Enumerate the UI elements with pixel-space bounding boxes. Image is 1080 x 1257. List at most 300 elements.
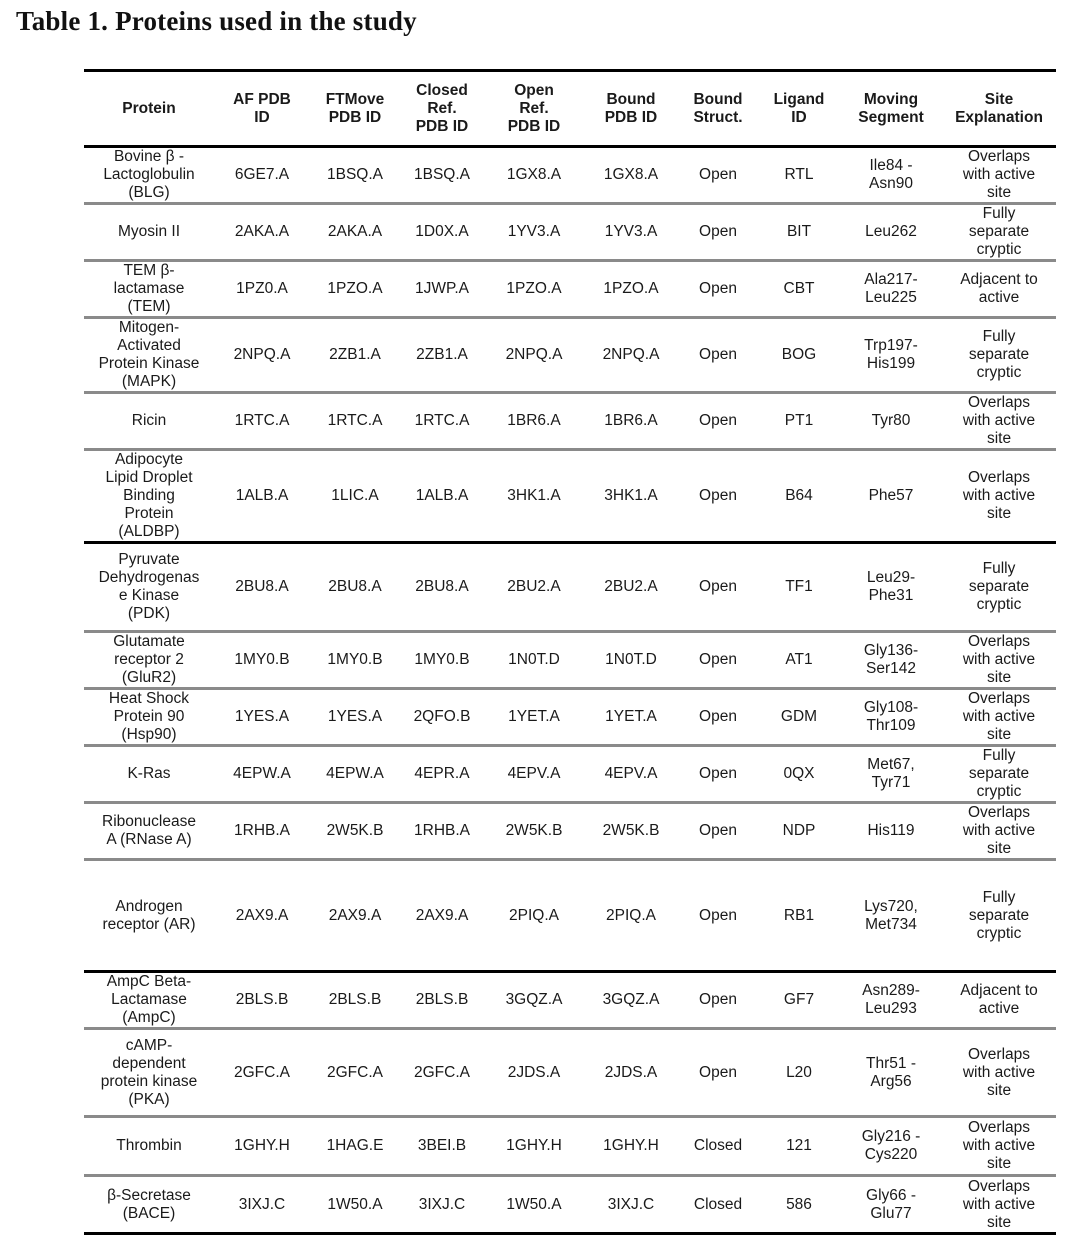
moving-segment-cell <box>840 393 942 450</box>
moving-segment-cell-line: Tyr71 <box>871 774 911 791</box>
af-pdb-id-cell: 2BLS.B <box>235 991 289 1008</box>
af-pdb-id-cell: 1ALB.A <box>235 487 289 504</box>
bound-pdb-id-cell: 2PIQ.A <box>606 906 656 924</box>
moving-segment-cell-line: Trp197- <box>864 337 918 354</box>
bound-pdb-id-cell: 2JDS.A <box>604 1063 658 1081</box>
site-explanation-cell-line: Fully <box>982 560 1016 577</box>
table-title: Table 1. Proteins used in the study <box>16 6 417 36</box>
column-header-line: Site <box>984 90 1014 108</box>
ligand-id-cell: PT1 <box>784 412 814 429</box>
site-explanation-cell <box>942 1176 1056 1234</box>
column-header-ftmove-pdb-id <box>310 71 400 147</box>
protein-cell <box>84 972 214 1029</box>
bound-struct-cell: Closed <box>693 1137 743 1154</box>
column-header-line: Ref. <box>427 99 457 117</box>
moving-segment-cell <box>840 632 942 689</box>
column-header-line: Ligand <box>773 90 825 108</box>
af-pdb-id-cell: 2GFC.A <box>234 1063 290 1081</box>
bound-struct-cell: Open <box>699 280 737 297</box>
site-explanation-cell <box>942 147 1056 204</box>
table-row <box>84 803 1056 860</box>
ftmove-pdb-id-cell: 4EPW.A <box>326 765 384 782</box>
table-row <box>84 543 1056 632</box>
bound-pdb-id-cell: 2W5K.B <box>602 822 660 839</box>
protein-cell-line: Activated <box>117 337 181 354</box>
protein-cell <box>84 1029 214 1117</box>
protein-cell <box>84 746 214 803</box>
closed-ref-pdb-id-cell: 2AX9.A <box>415 906 469 924</box>
table-row <box>84 147 1056 204</box>
column-header-bound-struct <box>678 71 758 147</box>
site-explanation-cell-line: site <box>986 1213 1012 1231</box>
closed-ref-pdb-id-cell: 2ZB1.A <box>416 346 468 363</box>
moving-segment-cell <box>840 1117 942 1176</box>
bound-pdb-id-cell: 3GQZ.A <box>602 991 660 1008</box>
table-row <box>84 1029 1056 1117</box>
protein-cell-line: Adipocyte <box>114 451 184 468</box>
closed-ref-pdb-id-cell: 1ALB.A <box>415 487 469 504</box>
closed-ref-pdb-id-cell: 4EPR.A <box>414 765 470 782</box>
moving-segment-cell-line: Ser142 <box>866 660 916 677</box>
site-explanation-cell-line: Overlaps <box>967 1177 1031 1195</box>
af-pdb-id-cell: 6GE7.A <box>234 166 290 183</box>
column-header-bound-pdb-id <box>584 71 678 147</box>
protein-cell <box>84 632 214 689</box>
protein-cell-line: Binding <box>123 487 175 504</box>
ftmove-pdb-id-cell: 1BSQ.A <box>327 166 383 183</box>
protein-cell-line: (GluR2) <box>121 669 177 686</box>
af-pdb-id-cell: 4EPW.A <box>233 765 291 782</box>
ftmove-pdb-id-cell: 1W50.A <box>327 1195 383 1213</box>
moving-segment-cell-line: Lys720, <box>864 897 918 915</box>
moving-segment-cell-line: Gly66 - <box>866 1186 916 1204</box>
closed-ref-pdb-id-cell: 2BU8.A <box>415 578 469 595</box>
ligand-id-cell: 586 <box>786 1195 812 1213</box>
column-header-protein <box>84 71 214 147</box>
protein-cell-line: TEM β- <box>123 262 175 279</box>
open-ref-pdb-id-cell: 1GX8.A <box>506 166 562 183</box>
bound-pdb-id-cell: 1GHY.H <box>603 1137 659 1154</box>
site-explanation-cell-line: with active <box>962 708 1036 725</box>
protein-cell-line: dependent <box>112 1054 186 1072</box>
site-explanation-cell-line: with active <box>962 166 1036 183</box>
moving-segment-cell-line: Phe57 <box>868 487 914 504</box>
moving-segment-cell <box>840 543 942 632</box>
ligand-id-cell: NDP <box>782 822 816 839</box>
moving-segment-cell <box>840 1176 942 1234</box>
site-explanation-cell <box>942 746 1056 803</box>
site-explanation-cell-line: Overlaps <box>967 394 1031 411</box>
ligand-id-cell: CBT <box>783 280 815 297</box>
site-explanation-cell-line: with active <box>962 487 1036 504</box>
site-explanation-cell-line: cryptic <box>976 241 1022 258</box>
column-header-line: Moving <box>863 90 919 108</box>
site-explanation-cell-line: active <box>978 1000 1020 1017</box>
af-pdb-id-cell: 1GHY.H <box>234 1137 290 1154</box>
protein-cell <box>84 147 214 204</box>
bound-pdb-id-cell: 3HK1.A <box>604 487 658 504</box>
column-header-moving-segment <box>840 71 942 147</box>
site-explanation-cell-line: with active <box>962 651 1036 668</box>
column-header-open-ref-pdb-id <box>484 71 584 147</box>
table-row <box>84 746 1056 803</box>
bound-struct-cell: Open <box>699 765 737 782</box>
protein-cell-line: Myosin II <box>117 223 180 240</box>
site-explanation-cell-line: Overlaps <box>967 804 1031 821</box>
moving-segment-cell-line: Phe31 <box>868 587 914 604</box>
ftmove-pdb-id-cell: 1MY0.B <box>327 651 383 668</box>
bound-pdb-id-cell: 1YV3.A <box>604 223 658 240</box>
protein-cell-line: receptor 2 <box>114 651 184 668</box>
protein-cell <box>84 1176 214 1234</box>
bound-pdb-id-cell: 1BR6.A <box>604 412 658 429</box>
site-explanation-cell <box>942 803 1056 860</box>
bound-struct-cell: Open <box>699 223 737 240</box>
ftmove-pdb-id-cell: 2ZB1.A <box>329 346 381 363</box>
site-explanation-cell-line: with active <box>962 1063 1036 1081</box>
column-header-line: Bound <box>606 90 656 108</box>
bound-pdb-id-cell: 1YET.A <box>605 708 657 725</box>
column-header-line: Bound <box>693 90 743 108</box>
column-header-ligand-id <box>758 71 840 147</box>
site-explanation-cell <box>942 450 1056 543</box>
protein-cell-line: Lactamase <box>111 991 187 1008</box>
af-pdb-id-cell: 2AX9.A <box>235 906 289 924</box>
site-explanation-cell-line: site <box>986 430 1012 447</box>
protein-cell-line: (PKA) <box>128 1090 170 1108</box>
closed-ref-pdb-id-cell: 2BLS.B <box>415 991 469 1008</box>
bound-pdb-id-cell: 1PZO.A <box>603 280 659 297</box>
column-header-line: PDB ID <box>604 108 658 126</box>
protein-cell <box>84 393 214 450</box>
protein-cell-line: Androgen <box>115 897 183 915</box>
moving-segment-cell-line: Asn90 <box>869 175 913 192</box>
table-row <box>84 632 1056 689</box>
site-explanation-cell <box>942 632 1056 689</box>
site-explanation-cell-line: Overlaps <box>967 633 1031 650</box>
protein-cell-line: (AmpC) <box>122 1009 176 1026</box>
column-header-line: PDB ID <box>507 117 561 135</box>
closed-ref-pdb-id-cell: 1D0X.A <box>415 223 469 240</box>
protein-cell-line: β-Secretase <box>107 1186 191 1204</box>
protein-cell-line: e Kinase <box>118 587 180 604</box>
open-ref-pdb-id-cell: 2PIQ.A <box>509 906 559 924</box>
bound-struct-cell: Closed <box>693 1195 743 1213</box>
site-explanation-cell-line: separate <box>968 765 1030 782</box>
closed-ref-pdb-id-cell: 1RTC.A <box>414 412 470 429</box>
moving-segment-cell-line: Leu225 <box>865 289 917 306</box>
moving-segment-cell-line: His119 <box>867 822 915 839</box>
open-ref-pdb-id-cell: 3GQZ.A <box>505 991 563 1008</box>
site-explanation-cell-line: Fully <box>982 747 1016 764</box>
closed-ref-pdb-id-cell: 1JWP.A <box>415 280 469 297</box>
site-explanation-cell-line: Fully <box>982 328 1016 345</box>
protein-cell-line: receptor (AR) <box>102 915 196 933</box>
protein-cell-line: (BACE) <box>122 1204 176 1222</box>
protein-cell-line: Lipid Droplet <box>105 469 193 486</box>
moving-segment-cell-line: Tyr80 <box>871 412 911 429</box>
bound-pdb-id-cell: 2BU2.A <box>604 578 658 595</box>
moving-segment-cell <box>840 147 942 204</box>
site-explanation-cell <box>942 543 1056 632</box>
moving-segment-cell <box>840 746 942 803</box>
column-header-line: Closed <box>416 81 468 99</box>
site-explanation-cell-line: cryptic <box>976 924 1022 942</box>
ligand-id-cell: GF7 <box>783 991 815 1008</box>
column-header-line: ID <box>254 108 270 126</box>
site-explanation-cell-line: with active <box>962 822 1036 839</box>
protein-cell <box>84 543 214 632</box>
af-pdb-id-cell: 1PZ0.A <box>236 280 288 297</box>
moving-segment-cell <box>840 261 942 318</box>
site-explanation-cell-line: cryptic <box>976 596 1022 613</box>
site-explanation-cell-line: site <box>986 669 1012 686</box>
af-pdb-id-cell: 2BU8.A <box>235 578 289 595</box>
open-ref-pdb-id-cell: 1YV3.A <box>507 223 561 240</box>
table-row <box>84 1117 1056 1176</box>
moving-segment-cell <box>840 318 942 393</box>
protein-cell-line: A (RNase A) <box>106 831 192 848</box>
protein-cell-line: Glutamate <box>113 633 185 650</box>
protein-cell-line: (MAPK) <box>121 373 177 390</box>
ligand-id-cell: BOG <box>781 346 817 363</box>
bound-struct-cell: Open <box>699 166 737 183</box>
table-row <box>84 860 1056 972</box>
site-explanation-cell <box>942 393 1056 450</box>
protein-cell-line: Lactoglobulin <box>103 166 195 183</box>
column-header-line: ID <box>791 108 807 126</box>
site-explanation-cell-line: Overlaps <box>967 148 1031 165</box>
column-header-line: PDB ID <box>328 108 382 126</box>
site-explanation-cell-line: separate <box>968 346 1030 363</box>
open-ref-pdb-id-cell: 1W50.A <box>506 1195 562 1213</box>
bound-struct-cell: Open <box>699 578 737 595</box>
ftmove-pdb-id-cell: 2AKA.A <box>327 223 383 240</box>
site-explanation-cell <box>942 261 1056 318</box>
table-row <box>84 204 1056 261</box>
ligand-id-cell: 0QX <box>783 765 815 782</box>
column-header-line: Protein <box>122 99 176 117</box>
protein-cell-line: K-Ras <box>127 765 171 782</box>
table-row <box>84 689 1056 746</box>
moving-segment-cell-line: Gly216 - <box>861 1128 921 1145</box>
site-explanation-cell-line: cryptic <box>976 364 1022 381</box>
site-explanation-cell-line: separate <box>968 578 1030 595</box>
bound-pdb-id-cell: 1GX8.A <box>603 166 659 183</box>
site-explanation-cell-line: Overlaps <box>967 690 1031 707</box>
site-explanation-cell-line: site <box>986 184 1012 201</box>
column-header-af-pdb-id <box>214 71 310 147</box>
open-ref-pdb-id-cell: 1BR6.A <box>507 412 561 429</box>
table-row <box>84 972 1056 1029</box>
site-explanation-cell-line: with active <box>962 1137 1036 1154</box>
ligand-id-cell: RB1 <box>783 906 815 924</box>
moving-segment-cell-line: Ala217- <box>864 271 918 288</box>
bound-pdb-id-cell: 3IXJ.C <box>607 1195 655 1213</box>
header-row <box>84 71 1056 147</box>
bound-struct-cell: Open <box>699 991 737 1008</box>
closed-ref-pdb-id-cell: 3BEI.B <box>417 1137 467 1154</box>
ligand-id-cell: RTL <box>784 166 814 183</box>
open-ref-pdb-id-cell: 1PZO.A <box>506 280 562 297</box>
table-row <box>84 393 1056 450</box>
moving-segment-cell-line: Leu29- <box>866 569 916 586</box>
site-explanation-cell-line: cryptic <box>976 783 1022 800</box>
column-header-line: Segment <box>858 108 924 126</box>
column-header-line: PDB ID <box>415 117 469 135</box>
table-row <box>84 450 1056 543</box>
bound-pdb-id-cell: 2NPQ.A <box>602 346 660 363</box>
open-ref-pdb-id-cell: 2BU2.A <box>507 578 561 595</box>
af-pdb-id-cell: 2NPQ.A <box>233 346 291 363</box>
af-pdb-id-cell: 1RTC.A <box>234 412 290 429</box>
moving-segment-cell-line: Leu293 <box>865 1000 917 1017</box>
bound-struct-cell: Open <box>699 708 737 725</box>
moving-segment-cell-line: Leu262 <box>865 223 917 240</box>
moving-segment-cell <box>840 689 942 746</box>
site-explanation-cell-line: Fully <box>982 888 1016 906</box>
protein-cell-line: (PDK) <box>127 605 171 622</box>
site-explanation-cell <box>942 1029 1056 1117</box>
closed-ref-pdb-id-cell: 1RHB.A <box>414 822 470 839</box>
ftmove-pdb-id-cell: 2BLS.B <box>328 991 382 1008</box>
protein-cell-line: Dehydrogenas <box>98 569 200 586</box>
site-explanation-cell-line: Adjacent to <box>960 271 1038 288</box>
site-explanation-cell <box>942 860 1056 972</box>
bound-struct-cell: Open <box>699 487 737 504</box>
site-explanation-cell-line: site <box>986 1081 1012 1099</box>
af-pdb-id-cell: 1RHB.A <box>234 822 290 839</box>
table-row <box>84 261 1056 318</box>
moving-segment-cell-line: Cys220 <box>864 1146 918 1163</box>
open-ref-pdb-id-cell: 2W5K.B <box>505 822 563 839</box>
bound-struct-cell: Open <box>699 1063 737 1081</box>
site-explanation-cell-line: with active <box>962 412 1036 429</box>
ftmove-pdb-id-cell: 1LIC.A <box>331 487 379 504</box>
ligand-id-cell: AT1 <box>785 651 813 668</box>
ligand-id-cell: GDM <box>780 708 818 725</box>
proteins-table <box>84 69 1056 1235</box>
site-explanation-cell-line: Overlaps <box>967 1119 1031 1136</box>
site-explanation-cell <box>942 972 1056 1029</box>
site-explanation-cell-line: Adjacent to <box>960 982 1038 999</box>
protein-cell-line: Ricin <box>131 412 167 429</box>
moving-segment-cell <box>840 1029 942 1117</box>
moving-segment-cell-line: Thr51 - <box>866 1054 916 1072</box>
closed-ref-pdb-id-cell: 2QFO.B <box>413 708 471 725</box>
bound-struct-cell: Open <box>699 651 737 668</box>
ftmove-pdb-id-cell: 2AX9.A <box>328 906 382 924</box>
af-pdb-id-cell: 1MY0.B <box>234 651 290 668</box>
bound-struct-cell: Open <box>699 346 737 363</box>
site-explanation-cell-line: site <box>986 726 1012 743</box>
moving-segment-cell <box>840 803 942 860</box>
site-explanation-cell <box>942 318 1056 393</box>
table-body <box>84 147 1056 1234</box>
ftmove-pdb-id-cell: 2BU8.A <box>328 578 382 595</box>
site-explanation-cell-line: separate <box>968 223 1030 240</box>
column-header-line: Ref. <box>519 99 549 117</box>
ftmove-pdb-id-cell: 2GFC.A <box>327 1063 383 1081</box>
ftmove-pdb-id-cell: 1HAG.E <box>326 1137 384 1154</box>
ligand-id-cell: BIT <box>786 223 812 240</box>
closed-ref-pdb-id-cell: 1MY0.B <box>414 651 470 668</box>
protein-cell <box>84 450 214 543</box>
closed-ref-pdb-id-cell: 3IXJ.C <box>418 1195 466 1213</box>
protein-cell-line: (ALDBP) <box>118 523 180 540</box>
protein-cell <box>84 204 214 261</box>
protein-cell-line: Protein 90 <box>113 708 185 725</box>
site-explanation-cell-line: with active <box>962 1195 1036 1213</box>
protein-cell-line: Bovine β - <box>113 148 185 165</box>
moving-segment-cell <box>840 204 942 261</box>
column-header-line: Open <box>514 81 554 99</box>
ftmove-pdb-id-cell: 1YES.A <box>327 708 383 725</box>
protein-cell-line: Ribonuclease <box>102 813 196 830</box>
closed-ref-pdb-id-cell: 1BSQ.A <box>414 166 470 183</box>
site-explanation-cell-line: separate <box>968 906 1030 924</box>
site-explanation-cell-line: Overlaps <box>967 469 1031 486</box>
column-header-closed-ref-pdb-id <box>400 71 484 147</box>
protein-cell-line: lactamase <box>113 280 185 297</box>
protein-cell <box>84 261 214 318</box>
site-explanation-cell <box>942 204 1056 261</box>
protein-cell-line: protein kinase <box>100 1072 198 1090</box>
open-ref-pdb-id-cell: 1N0T.D <box>508 651 560 668</box>
ftmove-pdb-id-cell: 2W5K.B <box>326 822 384 839</box>
protein-cell-line: (TEM) <box>127 298 171 315</box>
moving-segment-cell-line: Glu77 <box>870 1204 912 1222</box>
protein-cell-line: Pyruvate <box>118 551 180 568</box>
moving-segment-cell-line: His199 <box>866 355 916 372</box>
open-ref-pdb-id-cell: 4EPV.A <box>507 765 561 782</box>
closed-ref-pdb-id-cell: 2GFC.A <box>414 1063 470 1081</box>
moving-segment-cell-line: Thr109 <box>866 717 916 734</box>
moving-segment-cell <box>840 450 942 543</box>
open-ref-pdb-id-cell: 3HK1.A <box>507 487 561 504</box>
protein-cell-line: AmpC Beta- <box>106 973 192 990</box>
open-ref-pdb-id-cell: 2JDS.A <box>507 1063 561 1081</box>
moving-segment-cell-line: Ile84 - <box>869 157 913 174</box>
protein-cell <box>84 1117 214 1176</box>
site-explanation-cell <box>942 689 1056 746</box>
moving-segment-cell-line: Met734 <box>865 915 917 933</box>
moving-segment-cell-line: Arg56 <box>870 1072 912 1090</box>
bound-pdb-id-cell: 1N0T.D <box>605 651 657 668</box>
af-pdb-id-cell: 3IXJ.C <box>238 1195 286 1213</box>
protein-cell-line: Thrombin <box>116 1137 182 1154</box>
site-explanation-cell-line: site <box>986 840 1012 857</box>
column-header-line: AF PDB <box>233 90 291 108</box>
column-header-line: Explanation <box>955 108 1043 126</box>
ftmove-pdb-id-cell: 1RTC.A <box>327 412 383 429</box>
moving-segment-cell-line: Gly136- <box>863 642 919 659</box>
ftmove-pdb-id-cell: 1PZO.A <box>327 280 383 297</box>
af-pdb-id-cell: 2AKA.A <box>234 223 290 240</box>
bound-pdb-id-cell: 4EPV.A <box>604 765 658 782</box>
site-explanation-cell-line: active <box>978 289 1020 306</box>
open-ref-pdb-id-cell: 1GHY.H <box>506 1137 562 1154</box>
protein-cell <box>84 860 214 972</box>
site-explanation-cell-line: Fully <box>982 205 1016 222</box>
af-pdb-id-cell: 1YES.A <box>234 708 290 725</box>
ligand-id-cell: B64 <box>785 487 813 504</box>
site-explanation-cell-line: Overlaps <box>967 1045 1031 1063</box>
protein-cell <box>84 318 214 393</box>
column-header-line: Struct. <box>693 108 743 126</box>
protein-cell <box>84 689 214 746</box>
protein-cell-line: (BLG) <box>128 184 170 201</box>
